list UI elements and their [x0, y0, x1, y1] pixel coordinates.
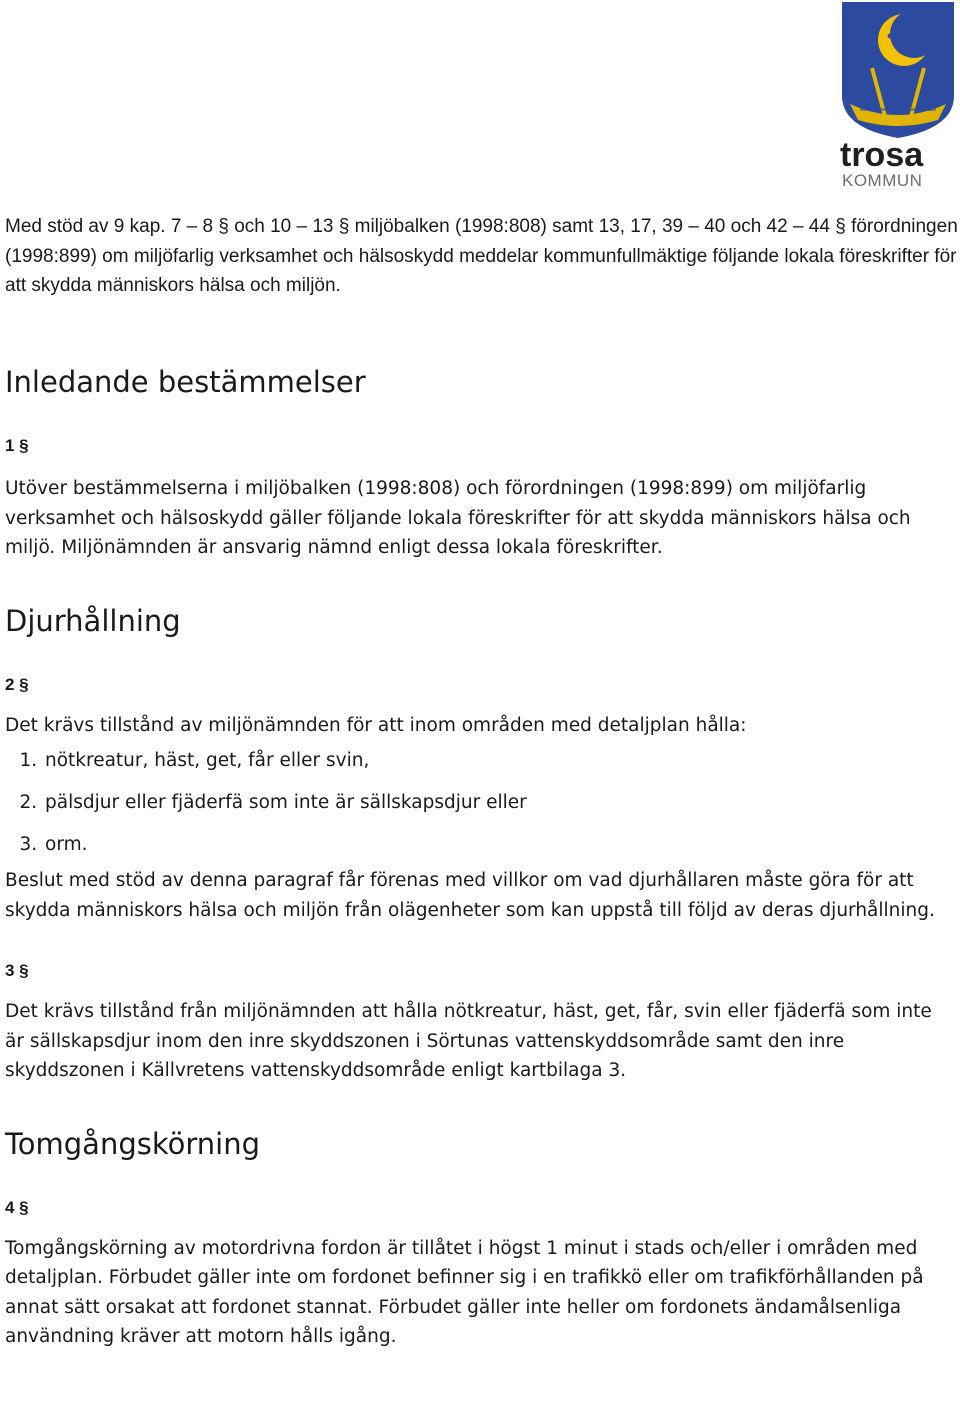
heading-djurhallning: Djurhållning: [5, 603, 181, 638]
section-1-text: Utöver bestämmelserna i miljöbalken (1998:808) och förordningen (1998:899) om miljöfarlig verksamhet och hälsoskydd gäller följande lokala föreskrifter för att skydda människors hälsa och miljö. Miljönämnden är ansvarig nämnd enligt dessa lokala föreskrifter.: [5, 478, 911, 558]
section-3-text: Det krävs tillstånd från miljönämnden att hålla nötkreatur, häst, get, får, svin eller fjäderfä som inte är sällskapsdjur inom den inre skyddszonen i Sörtunas vattenskyddsområde samt den inre skyddszonen i Källvretens vattenskyddsområde enligt kartbilaga 3.: [5, 1001, 932, 1081]
list-item: 2. pälsdjur eller fjäderfä som inte är sällskapsdjur eller: [43, 782, 955, 824]
svg-text:KOMMUN: KOMMUN: [842, 171, 923, 190]
section-number-1: 1 §: [5, 436, 29, 455]
section-2-after: Beslut med stöd av denna paragraf får förenas med villkor om vad djurhållaren måste göra för att skydda människors hälsa och miljön från olägenheter som kan uppstå till följd av deras djurhållning.: [5, 870, 935, 921]
section-number-3: 3 §: [5, 961, 29, 980]
section-2-lead: Det krävs tillstånd av miljönämnden för att inom områden med detaljplan hålla:: [5, 714, 747, 736]
section-number-4: 4 §: [5, 1197, 29, 1217]
list-item: 3. orm.: [43, 824, 955, 866]
list-item: 1. nötkreatur, häst, get, får eller svin,: [43, 740, 955, 782]
svg-text:trosa: trosa: [840, 136, 924, 174]
animal-list: [5, 740, 955, 866]
trosa-kommun-logo: [838, 0, 958, 190]
regulations-content: [5, 362, 955, 1352]
heading-inledande-bestammelser: Inledande bestämmelser: [5, 365, 366, 399]
heading-tomgangskorning: Tomgångskörning: [5, 1126, 260, 1161]
intro-paragraph: Med stöd av 9 kap. 7 – 8 § och 10 – 13 § miljöbalken (1998:808) samt 13, 17, 39 – 40 och 42 – 44 § förordningen (1998:899) om miljöfarlig verksamhet och hälsoskydd meddelar kommunfullmäktige följande lokala föreskrifter för att skydda människors hälsa och miljön.: [5, 216, 958, 296]
section-number-2: 2 §: [5, 674, 29, 694]
coat-of-arms-icon: [838, 0, 958, 190]
section-4-text: Tomgångskörning av motordrivna fordon är tillåtet i högst 1 minut i stads och/eller i områden med detaljplan. Förbudet gäller inte om fordonet befinner sig i en trafikkö eller om trafikförhållanden på annat sätt orsakat att fordonet stannat. Förbudet gäller inte heller om fordonets ändamålsenliga användning kräver att motorn hålls igång.: [5, 1237, 924, 1347]
